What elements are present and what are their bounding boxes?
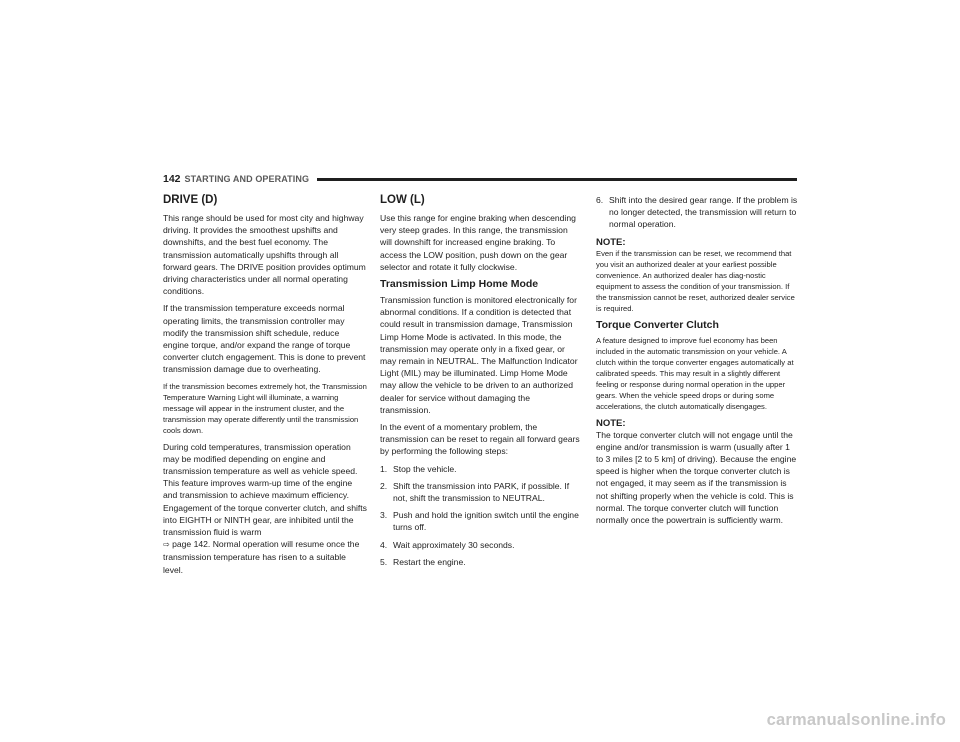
page-header — [163, 171, 797, 187]
list-item — [380, 463, 580, 475]
list-item — [380, 539, 580, 551]
limp-home-paragraph-1: Transmission function is monitored electronically for abnormal conditions. If a condition is detected that could result in transmission damage, Transmission Limp Home Mode is activated. In this mode, the transmission may operate only in a fixed gear, or may remain in NEUTRAL. The Malfunction Indicator Light (MIL) may be illuminated. Limp Home Mode may allow the vehicle to be driven to an authorized dealer for service without damaging the transmission. — [380, 295, 578, 415]
page-reference-link[interactable]: page 142. Normal operation will resume once the transmission temperature has risen to a suitable level. — [163, 539, 360, 575]
list-item — [380, 509, 580, 533]
step-text: Restart the engine. — [393, 556, 466, 567]
reset-steps-list — [380, 463, 580, 568]
step-number: 2. — [380, 480, 388, 491]
note-label: NOTE: — [596, 417, 626, 429]
note-text: Even if the transmission can be reset, we recommend that you visit an authorized dealer at your earliest possible convenience. An authorized dealer has diag-nostic equipment to assess the condition of your transmission. If the transmission cannot be reset, authorized dealer service is required. — [596, 248, 795, 313]
limp-home-paragraph-2: In the event of a momentary problem, the transmission can be reset to regain all forward gears by performing the following steps: — [380, 422, 580, 457]
drive-heading: DRIVE (D) — [163, 194, 218, 206]
torque-converter-paragraph: A feature designed to improve fuel economy has been included in the automatic transmission on your vehicle. A clutch within the torque converter engages automatically at calibrated speeds. This may result in a slightly different feeling or response during normal operation in the upper gears. When the vehicle speed drops or during some accelerations, the clutch automatically disengages. — [596, 335, 794, 411]
low-heading: LOW (L) — [380, 194, 425, 206]
step-number: 1. — [380, 463, 388, 474]
page-reference-arrow-icon: ⇨ — [163, 540, 170, 550]
drive-paragraph-1: This range should be used for most city and highway driving. It provides the smoothest upshifts and downshifts, and the best fuel economy. The transmission automatically upshifts through all forward gears. The DRIVE position provides optimum driving characteristics under all normal operating conditions. — [163, 213, 366, 297]
step-text: Shift the transmission into PARK, if possible. If not, shift the transmission to NEUTRAL. — [393, 480, 570, 504]
step-text: Shift into the desired gear range. If the problem is no longer detected, the transmission will return to normal operation. — [609, 195, 798, 230]
step-text: Push and hold the ignition switch until the engine turns off. — [393, 510, 579, 533]
list-item — [380, 556, 580, 568]
torque-converter-heading: Torque Converter Clutch — [596, 318, 719, 331]
list-item — [596, 194, 798, 231]
limp-home-heading: Transmission Limp Home Mode — [380, 278, 539, 291]
step-number: 4. — [380, 539, 388, 550]
section-title: STARTING AND OPERATING — [184, 174, 310, 184]
reset-steps-continued — [596, 194, 798, 231]
column-left — [163, 194, 367, 581]
drive-paragraph-2: If the transmission temperature exceeds normal operating limits, the transmission controller may modify the transmission shift schedule, reduce engine torque, and/or expand the range of torque converter clutch engagement. This is done to prevent transmission damage due to overheating. — [163, 303, 366, 375]
list-item — [380, 480, 580, 504]
header-rule — [317, 178, 797, 181]
watermark-logo: carmanualsonline.info — [766, 711, 946, 729]
step-text: Wait approximately 30 seconds. — [393, 539, 515, 550]
note-label: NOTE: — [596, 236, 626, 248]
drive-paragraph-3: If the transmission becomes extremely hot, the Transmission Temperature Warning Light will illuminate, a warning message will appear in the instrument cluster, and the transmission may operate differently until the transmission cools down. — [163, 381, 367, 435]
column-right — [596, 194, 798, 531]
drive-paragraph-4-text: During cold temperatures, transmission operation may be modified depending on engine and transmission temperature as well as vehicle speed. This feature improves warm-up time of the engine and transmission to achieve maximum efficiency. Engagement of the torque converter clutch, and shifts into EIGHTH or NINTH gear, are inhibited until the transmission fluid is warm — [163, 441, 367, 538]
step-number: 6. — [596, 195, 604, 205]
step-number: 5. — [380, 556, 388, 567]
step-text: Stop the vehicle. — [393, 463, 457, 474]
column-middle — [380, 194, 580, 573]
drive-paragraph-4 — [163, 441, 367, 576]
low-paragraph-1: Use this range for engine braking when descending very steep grades. In this range, the transmission will downshift for increased engine braking. To access the LOW position, push down on the gear selector and rotate it fully clockwise. — [380, 213, 576, 272]
page-number: 142 — [163, 173, 181, 185]
note-text: The torque converter clutch will not engage until the engine and/or transmission is warm (usually after 1 to 3 miles [2 to 5 km] of driving). Because the engine speed is higher when the torque converter clutch is not engaged, it may seem as if the transmission is not shifting properly when the vehicle is cold. This is normal. The torque converter clutch will function normally once the powertrain is sufficiently warm. — [596, 429, 797, 526]
step-number: 3. — [380, 510, 388, 521]
